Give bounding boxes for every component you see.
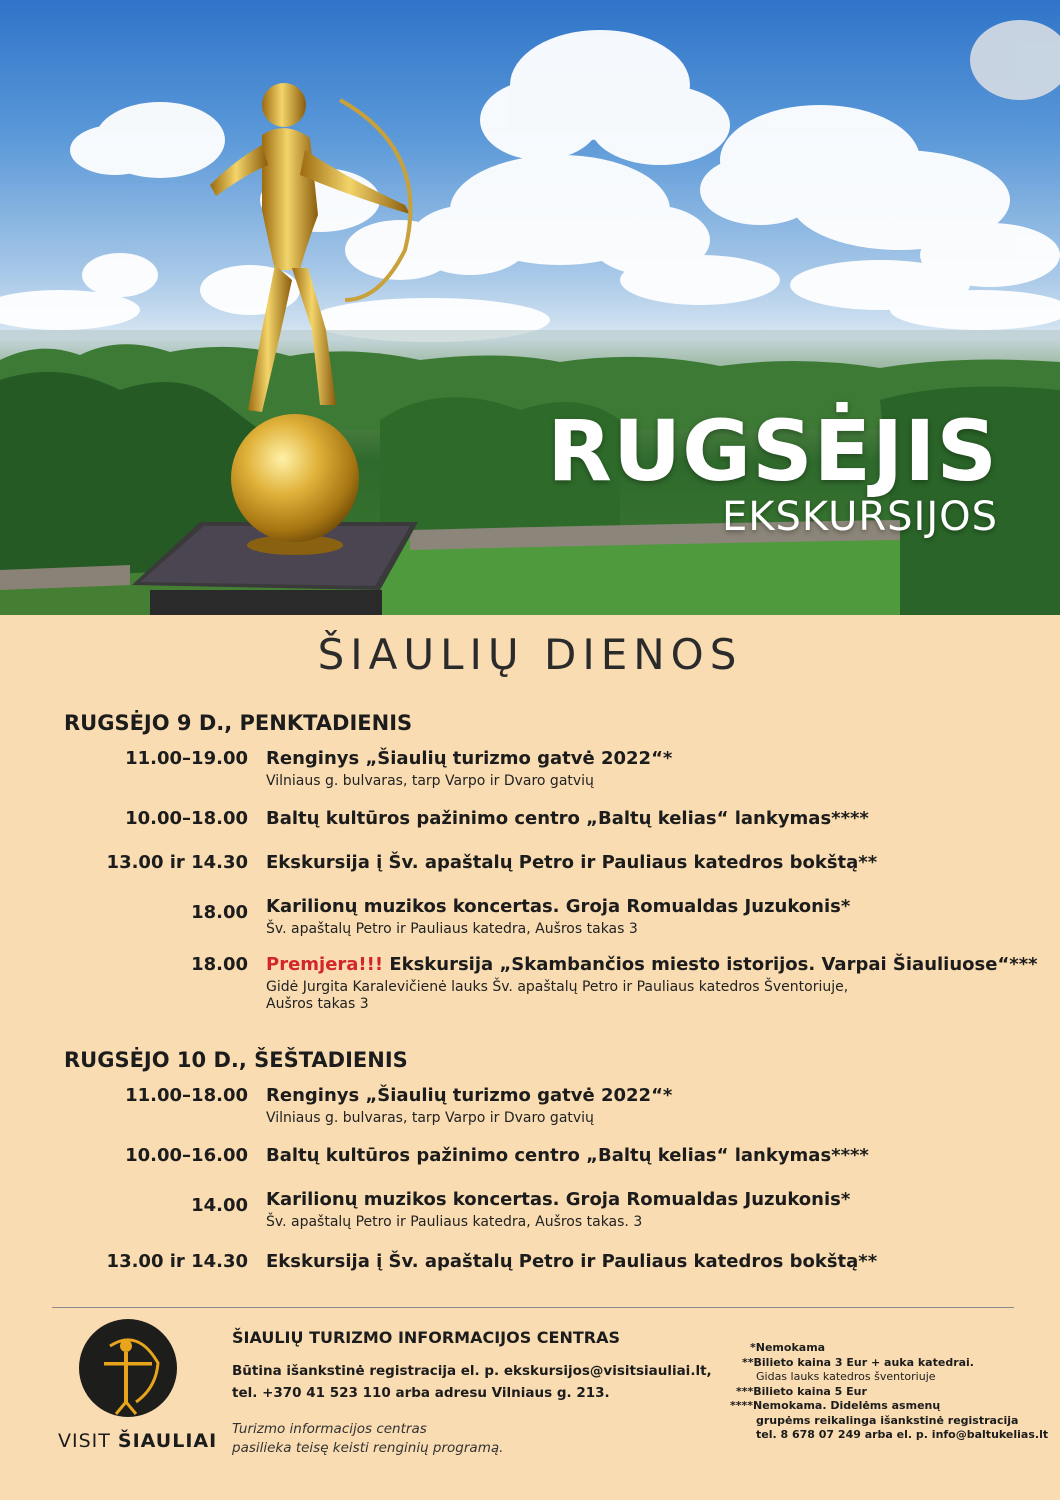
- clouds: [0, 20, 1060, 342]
- event-name-text: Ekskursija „Skambančios miesto istorijos. Varpai Šiauliuose“***: [383, 954, 1038, 975]
- event-time: 18.00: [191, 954, 248, 975]
- footer-divider: [52, 1307, 1014, 1308]
- event-time: 10.00–16.00: [125, 1145, 248, 1166]
- footnotes: [730, 1341, 1048, 1443]
- page-title: RUGSĖJIS: [547, 402, 998, 500]
- event-time: 14.00: [191, 1195, 248, 1216]
- event-time: 13.00 ir 14.30: [106, 1251, 248, 1272]
- logo-wordmark: [58, 1430, 217, 1452]
- registration-line: Būtina išankstinė registracija el. p. ekskursijos@visitsiauliai.lt,: [232, 1363, 712, 1379]
- event-name: Karilionų muzikos koncertas. Groja Romualdas Juzukonis*: [266, 896, 851, 917]
- event-time: 18.00: [191, 902, 248, 923]
- event-name: Ekskursija į Šv. apaštalų Petro ir Pauliaus katedros bokštą**: [266, 852, 878, 873]
- footnote: **Bilieto kaina 3 Eur + auka katedrai.: [742, 1355, 974, 1369]
- event-details: Vilniaus g. bulvaras, tarp Varpo ir Dvaro gatvių: [266, 773, 594, 789]
- page-subtitle: EKSKURSIJOS: [722, 494, 998, 540]
- disclaimer-line: pasilieka teisę keisti renginių programą.: [232, 1440, 504, 1456]
- footnote: ****Nemokama. Didelėms asmenų: [730, 1399, 941, 1412]
- event-details: Šv. apaštalų Petro ir Pauliaus katedra, Aušros takas 3: [266, 921, 638, 937]
- event-name: Renginys „Šiaulių turizmo gatvė 2022“*: [266, 1085, 673, 1106]
- event-details: [266, 979, 848, 1013]
- event-time: 11.00–19.00: [125, 748, 248, 769]
- registration-line: tel. +370 41 523 110 arba adresu Vilniaus g. 213.: [232, 1385, 610, 1401]
- visit-siauliai-logo-icon: [78, 1318, 178, 1418]
- footnote: tel. 8 678 07 249 arba el. p. info@baltukelias.lt: [756, 1428, 1049, 1441]
- event-details: Vilniaus g. bulvaras, tarp Varpo ir Dvaro gatvių: [266, 1110, 594, 1126]
- registration-info: [232, 1360, 712, 1404]
- event-name: Ekskursija į Šv. apaštalų Petro ir Pauliaus katedros bokštą**: [266, 1251, 878, 1272]
- event-details-line: Gidė Jurgita Karalevičienė lauks Šv. apaštalų Petro ir Pauliaus katedros Šventoriuje,: [266, 979, 849, 995]
- premiere-badge: Premjera!!!: [266, 954, 384, 975]
- event-time: 10.00–18.00: [125, 808, 248, 829]
- event-details-line: Aušros takas 3: [266, 996, 369, 1012]
- event-time: 13.00 ir 14.30: [106, 852, 248, 873]
- footnote: Gidas lauks katedros šventoriuje: [756, 1370, 936, 1383]
- day-heading: RUGSĖJO 10 D., ŠEŠTADIENIS: [64, 1048, 408, 1072]
- event-details: Šv. apaštalų Petro ir Pauliaus katedra, Aušros takas. 3: [266, 1214, 643, 1230]
- disclaimer: [232, 1420, 503, 1458]
- event-name: [266, 954, 1038, 975]
- disclaimer-line: Turizmo informacijos centras: [232, 1421, 427, 1437]
- logo-wordmark-b: ŠIAULIAI: [117, 1430, 218, 1452]
- day-heading: RUGSĖJO 9 D., PENKTADIENIS: [64, 711, 413, 735]
- logo-wordmark-a: VISIT: [58, 1430, 118, 1452]
- event-name: Baltų kultūros pažinimo centro „Baltų kelias“ lankymas****: [266, 808, 869, 829]
- event-name: Renginys „Šiaulių turizmo gatvė 2022“*: [266, 748, 673, 769]
- event-time: 11.00–18.00: [125, 1085, 248, 1106]
- footnote: grupėms reikalinga išankstinė registracija: [756, 1413, 1019, 1427]
- event-name: Karilionų muzikos koncertas. Groja Romualdas Juzukonis*: [266, 1189, 851, 1210]
- event-name: Baltų kultūros pažinimo centro „Baltų kelias“ lankymas****: [266, 1145, 869, 1166]
- section-title: ŠIAULIŲ DIENOS: [317, 630, 743, 679]
- footnote: ***Bilieto kaina 5 Eur: [736, 1384, 867, 1398]
- org-name: ŠIAULIŲ TURIZMO INFORMACIJOS CENTRAS: [232, 1328, 620, 1347]
- footnote: *Nemokama: [750, 1341, 826, 1354]
